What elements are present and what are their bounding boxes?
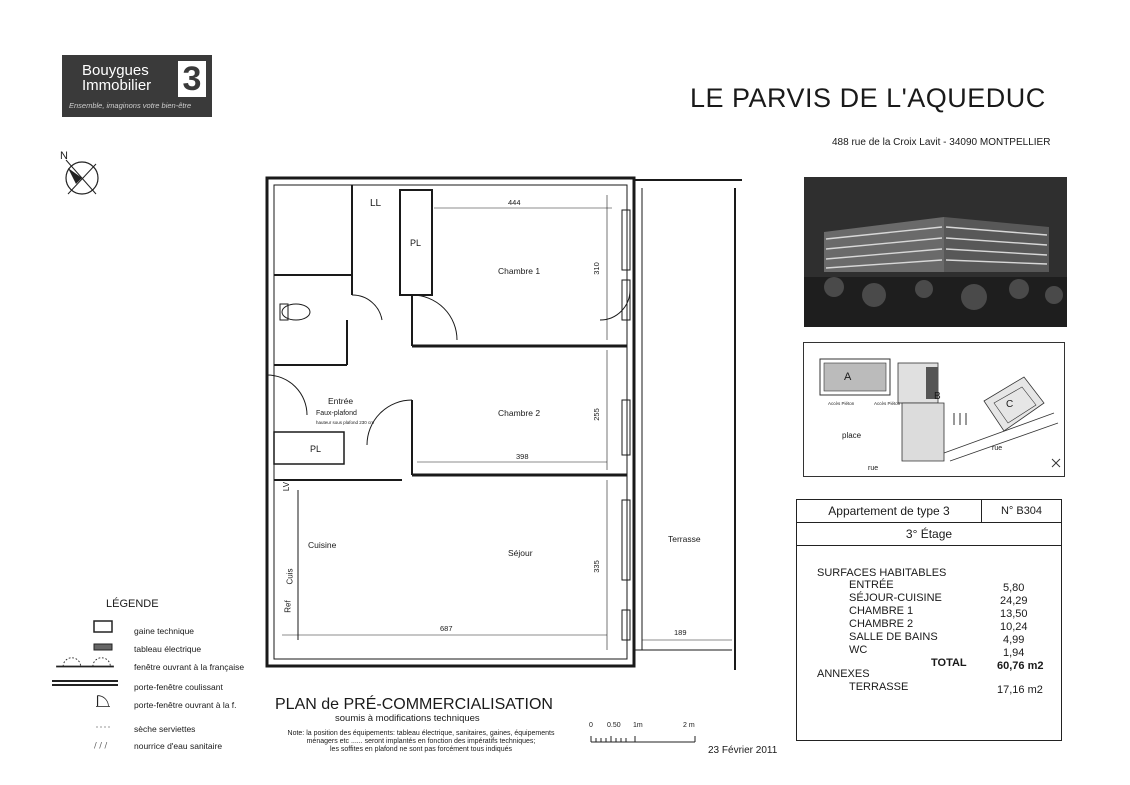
room-pl-bottom: PL bbox=[310, 444, 322, 454]
project-address: 488 rue de la Croix Lavit - 34090 MONTPELLIER bbox=[832, 137, 1051, 148]
plan-note-line-3: les soffites en plafond ne sont pas forcément tous indiqués bbox=[330, 746, 512, 753]
surface-total-label: TOTAL bbox=[931, 657, 967, 669]
room-sejour: Séjour bbox=[508, 548, 533, 558]
terrasse-label: TERRASSE bbox=[849, 681, 909, 693]
logo-mark: 3 bbox=[178, 61, 206, 97]
surface-value-3: 10,24 bbox=[1000, 621, 1028, 633]
dim-687: 687 bbox=[440, 624, 453, 633]
room-hauteur: hauteur sous plafond 230 cm bbox=[316, 420, 375, 425]
dim-444: 444 bbox=[508, 198, 521, 207]
dim-255: 255 bbox=[591, 408, 601, 421]
building-photo bbox=[804, 177, 1067, 327]
electrical-panel-icon bbox=[88, 640, 118, 654]
plan-note bbox=[262, 730, 580, 754]
bouygues-logo bbox=[62, 55, 212, 117]
logo-tagline: Ensemble, imaginons votre bien-être bbox=[69, 101, 192, 110]
room-ll: LL bbox=[370, 198, 382, 209]
plan-date: 23 Février 2011 bbox=[708, 745, 778, 756]
room-cuis: Cuis bbox=[285, 568, 295, 585]
scale-050: 0.50 bbox=[607, 722, 621, 729]
water-manifold-icon bbox=[88, 738, 118, 752]
surface-value-1: 24,29 bbox=[1000, 595, 1028, 607]
sliding-door-icon bbox=[50, 676, 120, 690]
legend bbox=[50, 598, 270, 758]
project-title: LE PARVIS DE L'AQUEDUC bbox=[690, 83, 1046, 113]
svg-text:/ / /: / / / bbox=[94, 741, 108, 750]
surface-label-5: WC bbox=[849, 644, 868, 656]
situation-map bbox=[803, 342, 1065, 477]
legend-item-2: fenêtre ouvrant à la française bbox=[134, 662, 245, 672]
situation-rue-1: rue bbox=[868, 465, 879, 472]
surface-label-3: CHAMBRE 2 bbox=[849, 618, 914, 630]
surfaces-heading: SURFACES HABITABLES bbox=[817, 567, 947, 579]
surface-value-5: 1,94 bbox=[1003, 647, 1025, 659]
legend-item-4: porte-fenêtre ouvrant à la f. bbox=[134, 700, 237, 710]
logo-line-1: Bouygues bbox=[82, 62, 149, 79]
surface-label-0: ENTRÉE bbox=[849, 579, 894, 591]
technical-duct-icon bbox=[88, 620, 118, 634]
legend-item-5: sèche serviettes bbox=[134, 724, 196, 734]
scale-0: 0 bbox=[589, 722, 593, 729]
room-chambre-1: Chambre 1 bbox=[498, 266, 541, 276]
towel-dryer-icon bbox=[88, 720, 118, 734]
situation-label-a: A bbox=[844, 371, 852, 383]
room-lv: LV bbox=[282, 481, 292, 492]
room-entree: Entrée bbox=[328, 396, 354, 406]
compass-north-label: N bbox=[60, 150, 68, 162]
apartment-number: N° B304 bbox=[982, 500, 1061, 523]
annexes-heading: ANNEXES bbox=[817, 668, 870, 680]
plan-note-line-2: ménagers etc ...... seront implantés en fonction des impératifs techniques; bbox=[306, 738, 536, 745]
scale-1m: 1m bbox=[633, 722, 643, 729]
situation-label-b: B bbox=[934, 391, 941, 402]
terrasse-value: 17,16 m2 bbox=[997, 684, 1043, 696]
surface-label-2: CHAMBRE 1 bbox=[849, 605, 914, 617]
apartment-floor: 3° Étage bbox=[797, 523, 1061, 546]
dim-335: 335 bbox=[591, 560, 601, 573]
legend-item-3: porte-fenêtre coulissant bbox=[134, 682, 223, 692]
room-cuisine: Cuisine bbox=[308, 540, 337, 550]
legend-item-6: nourrice d'eau sanitaire bbox=[134, 741, 223, 751]
french-door-icon bbox=[88, 694, 118, 708]
legend-item-1: tableau électrique bbox=[134, 644, 202, 654]
surface-value-4: 4,99 bbox=[1003, 634, 1025, 646]
plan-title: PLAN de PRÉ-COMMERCIALISATION bbox=[275, 696, 553, 713]
surface-total-value: 60,76 m2 bbox=[997, 660, 1044, 672]
apartment-type: Appartement de type 3 bbox=[797, 500, 982, 523]
dim-398: 398 bbox=[516, 452, 529, 461]
situation-label-c: C bbox=[1006, 399, 1014, 410]
room-chambre-2: Chambre 2 bbox=[498, 408, 541, 418]
surfaces-table bbox=[796, 499, 1062, 741]
situation-acces-1: Accès Piéton bbox=[828, 401, 855, 406]
room-terrasse: Terrasse bbox=[668, 534, 701, 544]
room-ref: Ref bbox=[283, 600, 293, 613]
logo-line-2: Immobilier bbox=[82, 77, 152, 94]
room-faux-plafond: Faux-plafond bbox=[316, 410, 357, 417]
situation-acces-2: Accès Piéton bbox=[874, 401, 901, 406]
french-window-icon bbox=[50, 656, 120, 670]
dim-189: 189 bbox=[674, 628, 687, 637]
scale-2m: 2 m bbox=[683, 722, 695, 729]
legend-item-0: gaine technique bbox=[134, 626, 195, 636]
surface-value-0: 5,80 bbox=[1003, 582, 1025, 594]
surface-value-2: 13,50 bbox=[1000, 608, 1028, 620]
situation-rue-2: rue bbox=[992, 445, 1003, 452]
north-arrow-icon bbox=[56, 150, 106, 200]
floor-plan bbox=[262, 170, 762, 670]
plan-note-line-1: Note: la position des équipements: tableau électrique, sanitaires, gaines, équipements bbox=[287, 730, 555, 737]
room-pl-top: PL bbox=[410, 238, 422, 248]
plan-subtitle: soumis à modifications techniques bbox=[335, 713, 480, 724]
dim-310: 310 bbox=[591, 262, 601, 275]
legend-title: LÉGENDE bbox=[106, 598, 159, 610]
scale-bar bbox=[587, 722, 702, 752]
situation-place: place bbox=[842, 431, 862, 440]
surface-label-4: SALLE DE BAINS bbox=[849, 631, 938, 643]
surface-label-1: SÉJOUR-CUISINE bbox=[849, 592, 942, 604]
